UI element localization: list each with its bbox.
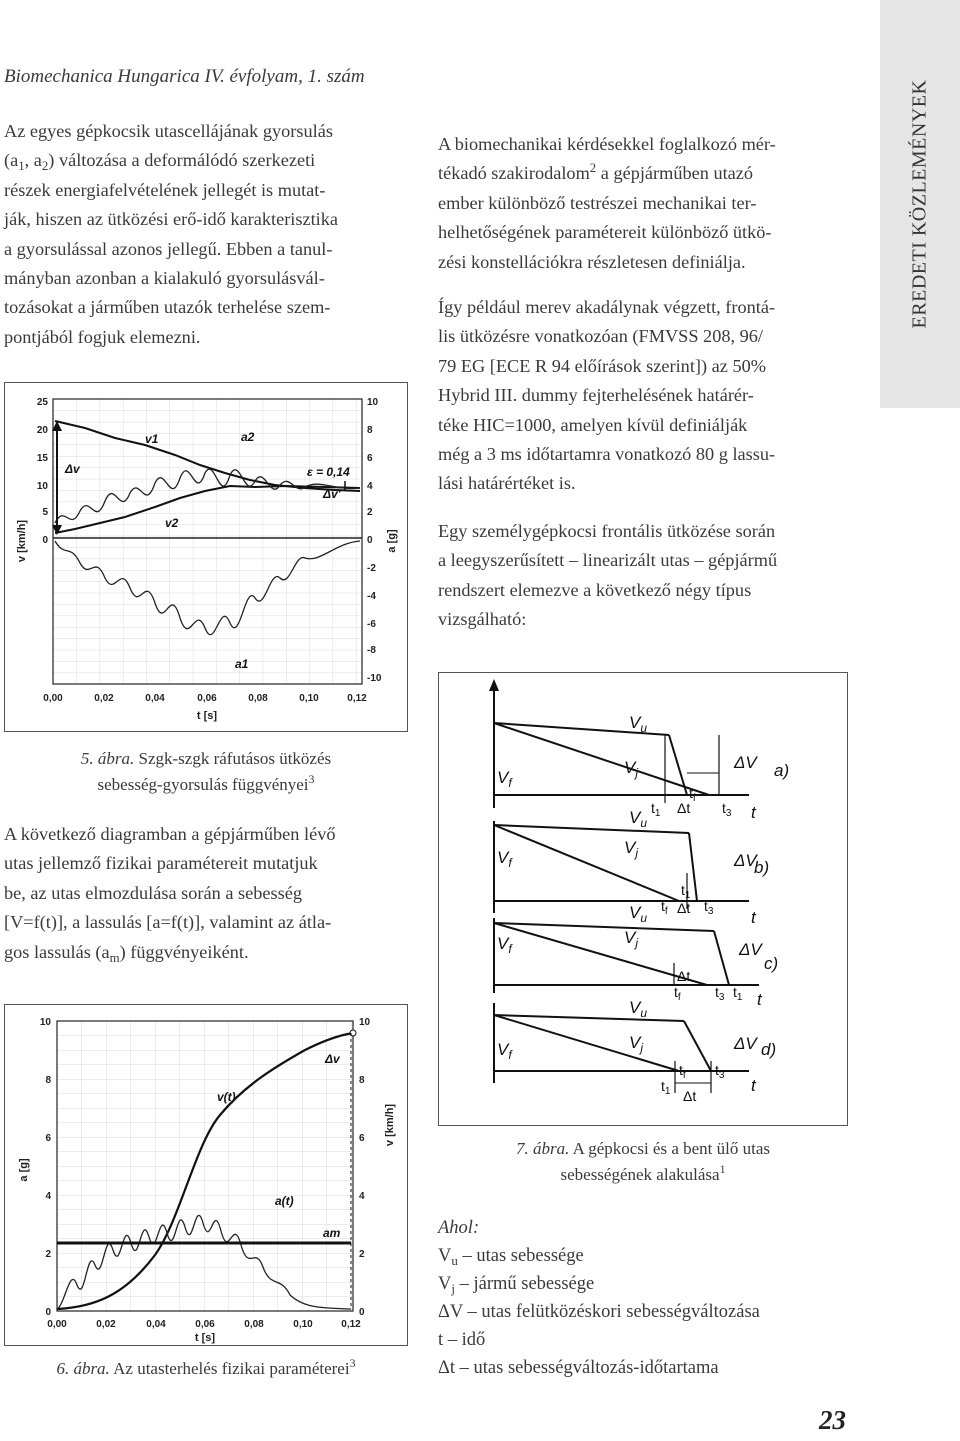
text-line: a gyorsulással azonos jellegű. Ebben a tanul-: [4, 238, 333, 259]
tick-label: 2: [367, 507, 373, 518]
tick-label: 25: [36, 397, 48, 408]
text-line: A biomechanikai kérdésekkel foglalkozó mér-: [438, 134, 776, 154]
x-axis-label: t [s]: [194, 1332, 216, 1344]
text-line: vizsgálható:: [438, 609, 527, 630]
caption-text: sebességének alakulása$^1$: [560, 1162, 726, 1184]
tick-label: 20: [36, 425, 48, 436]
right-axis-label: a [g]: [386, 529, 398, 553]
tf-label: $t_f$: [661, 898, 668, 917]
text-line: gos lassulás $(a_m)$ függvényeiként.: [4, 941, 249, 965]
figure-7-diagram: [439, 673, 847, 1125]
text-line: mányban azonban a kialakuló gyorsulásvál-: [4, 268, 325, 289]
text-line: pontjából fogjuk elemezni.: [4, 326, 201, 347]
right-paragraph-2: [438, 293, 848, 499]
tick-label: 0,10: [293, 1319, 313, 1330]
right-paragraph-1: [438, 130, 848, 277]
a1-label: a1: [235, 657, 249, 671]
delta-v-label: ΔV: [734, 1034, 757, 1053]
vf-label: $V_f$: [497, 848, 512, 870]
tf-label: $t_f$: [689, 785, 696, 804]
tick-label: 5: [42, 507, 48, 518]
tick-label: 10: [36, 481, 48, 492]
t3-label: $t_3$: [722, 800, 732, 819]
tf-label: $t_f$: [679, 1062, 686, 1081]
definition-item: ΔV – utas felütközéskori sebességváltozása: [438, 1302, 760, 1322]
text-line: ják, hiszen az ütközési erő-idő karakterisztika: [4, 209, 338, 230]
text-line: utas jellemző fizikai paramétereit mutatjuk: [4, 853, 318, 874]
tick-label: 6: [367, 453, 373, 464]
tick-label: 0,12: [341, 1319, 361, 1330]
right-paragraph-3: [438, 517, 848, 635]
text-line: 79 EG [ECE R 94 előírások szerint]) az 50%: [438, 355, 766, 376]
vu-label: $V_u$: [629, 808, 648, 830]
text-line: helhetőségének paramétereit különböző ütkö-: [438, 222, 772, 243]
text-line: Az egyes gépkocsik utascellájának gyorsulás: [4, 121, 333, 141]
definitions-list: [438, 1214, 858, 1382]
tf-label: $t_f$: [674, 984, 681, 1003]
caption-number: 7. ábra.: [515, 1139, 570, 1158]
panel-a-label: a): [774, 761, 790, 780]
am-label: am: [323, 1226, 341, 1240]
definition-item: $V_u$ – utas sebessége: [438, 1246, 584, 1268]
tick-label: 0,04: [146, 1319, 166, 1330]
figure-5-caption: [4, 746, 408, 798]
text-line: részek energiafelvételének jellegét is mutat-: [4, 179, 326, 200]
delta-t-label: Δt: [683, 1088, 697, 1104]
text-line: Hybrid III. dummy fejterhelésének határér-: [438, 385, 754, 406]
delta-v-label: Δv: [65, 462, 80, 476]
tick-label: 8: [367, 425, 373, 436]
panel-b: [494, 821, 749, 913]
text-line: lási határértéket is.: [438, 473, 576, 494]
tick-label: 0,04: [145, 693, 165, 704]
tick-label: 4: [359, 1191, 365, 1202]
tick-label: 0,00: [47, 1319, 67, 1330]
tick-label: -2: [367, 563, 376, 574]
tick-label: 4: [45, 1191, 51, 1202]
t-axis-label: t: [757, 990, 762, 1009]
vj-label: $V_j$: [624, 838, 639, 860]
text-line: lis ütközésre vonatkozóan (FMVSS 208, 96/: [438, 326, 763, 347]
x-axis-label: t [s]: [196, 710, 218, 722]
section-side-tab: [880, 0, 960, 408]
tick-label: 0,08: [244, 1319, 264, 1330]
text-line: tékadó szakirodalom$^2$ a gépjárműben utazó: [438, 161, 754, 184]
tick-label: 10: [39, 1017, 51, 1028]
vu-label: $V_u$: [629, 713, 648, 735]
text-line: téke HIC=1000, amelyen kívül definiálják: [438, 414, 748, 435]
tick-label: 2: [359, 1249, 365, 1260]
delta-v-label: ΔV: [734, 753, 757, 772]
figure-6-caption: 6. ábra. Az utasterhelés fizikai paraméterei$^3$: [56, 1356, 356, 1378]
left-ticks: [40, 1017, 52, 1318]
t1-label: $t_1$: [661, 1078, 671, 1097]
t1-label: $t_1$: [651, 800, 661, 819]
definition-item: Δt – utas sebességváltozás-időtartama: [438, 1358, 719, 1378]
t3-label: $t_3$: [704, 898, 714, 917]
vf-label: $V_f$: [497, 768, 512, 790]
vj-label: $V_j$: [629, 1033, 644, 1055]
text-line: rendszert elemezve a következő négy típus: [438, 579, 752, 600]
a-t-label: a(t): [275, 1194, 294, 1208]
page-number: 23: [819, 1405, 846, 1435]
left-axis-label: a [g]: [18, 1158, 30, 1182]
figure-7-frame: [438, 672, 848, 1126]
tick-label: 0: [45, 1307, 51, 1318]
panel-a: [489, 679, 749, 808]
epsilon-label: ε = 0,14: [307, 465, 350, 479]
figure-5-frame: [4, 382, 408, 732]
tick-label: -10: [367, 673, 382, 684]
t1-label: $t_1$: [681, 882, 691, 901]
delta-v-label: ΔV: [739, 940, 762, 959]
delta-v-prime-label: Δv': [323, 487, 341, 501]
caption-text: Szgk-szgk ráfutásos ütközés: [138, 749, 332, 768]
figure-6-frame: [4, 1004, 408, 1346]
a2-label: a2: [241, 430, 255, 444]
t-axis-label: t: [751, 908, 756, 927]
tick-label: 0: [367, 535, 373, 546]
t-axis-label: t: [751, 1076, 756, 1095]
panel-d: [494, 1003, 749, 1093]
vj-label: $V_j$: [624, 928, 639, 950]
left-ticks: [37, 397, 49, 546]
tick-label: 10: [359, 1017, 371, 1028]
t1-label: $t_1$: [733, 984, 743, 1003]
tick-label: -6: [367, 619, 376, 630]
delta-v-label: Δv: [325, 1052, 340, 1066]
tick-label: 0: [42, 535, 48, 546]
vj-label: $V_j$: [624, 758, 639, 780]
figure-6-chart: [5, 1005, 407, 1345]
panel-d-label: d): [761, 1040, 777, 1059]
vu-label: $V_u$: [629, 998, 648, 1020]
definition-item: t – idő: [438, 1330, 486, 1350]
text-line: még a 3 ms időtartamra vonatkozó 80 g lassu-: [438, 444, 776, 465]
text-line: Így például merev akadálynak végzett, frontá-: [438, 297, 776, 317]
journal-header: Biomechanica Hungarica IV. évfolyam, 1. szám: [4, 66, 365, 87]
tick-label: 0,08: [248, 693, 268, 704]
caption-text: sebesség-gyorsulás függvényei$^3$: [97, 772, 315, 794]
tick-label: 2: [45, 1249, 51, 1260]
text-line: [V=f(t)], a lassulás [a=f(t)], valamint az átla-: [4, 912, 332, 933]
text-line: zési konstellációkra részletesen definiálja.: [438, 251, 746, 272]
vf-label: $V_f$: [497, 1040, 512, 1062]
v1-label: v1: [145, 432, 159, 446]
tick-label: 0,10: [299, 693, 319, 704]
caption-number: 6. ábra.: [56, 1359, 110, 1378]
tick-label: 0,06: [195, 1319, 215, 1330]
tick-label: -4: [367, 591, 376, 602]
text-line: tozásokat a járműben utazók terhelése szem-: [4, 297, 331, 318]
tick-label: 4: [367, 481, 373, 492]
left-paragraph-2: [4, 820, 408, 967]
tick-label: 0,02: [96, 1319, 116, 1330]
panel-b-label: b): [754, 858, 770, 877]
tick-label: 0,00: [43, 693, 63, 704]
caption-text: A gépkocsi és a bent ülő utas: [572, 1139, 771, 1158]
plot-area: [57, 1021, 353, 1311]
definition-item: $V_j$ – jármű sebessége: [438, 1274, 595, 1296]
tick-label: 0,06: [197, 693, 217, 704]
panel-c-label: c): [764, 954, 779, 973]
x-ticks: [43, 693, 367, 704]
t3-label: $t_3$: [715, 1062, 725, 1081]
text-line: ember különböző testrészei mechanikai ter-: [438, 192, 757, 213]
right-axis-label: v [km/h]: [384, 1103, 396, 1147]
section-label: EREDETI KÖZLEMÉNYEK: [908, 79, 931, 329]
vu-label: $V_u$: [629, 903, 648, 925]
left-axis-label: v [km/h]: [16, 519, 28, 563]
tick-label: 8: [359, 1075, 365, 1086]
plot-area: [53, 399, 362, 684]
definitions-title: Ahol:: [438, 1218, 480, 1238]
delta-t-label: Δt: [677, 900, 691, 916]
figure-7-caption: [438, 1136, 848, 1188]
tick-label: 0: [359, 1307, 365, 1318]
tick-label: 10: [367, 397, 379, 408]
tick-label: -8: [367, 645, 376, 656]
delta-v-label: ΔV: [734, 851, 757, 870]
v-t-label: v(t): [217, 1090, 236, 1104]
tick-label: 0,02: [94, 693, 114, 704]
text-line: Egy személygépkocsi frontális ütközése során: [438, 521, 776, 541]
caption-number: 5. ábra.: [80, 749, 135, 768]
t-axis-label: t: [751, 803, 756, 822]
vf-label: $V_f$: [497, 934, 512, 956]
tick-label: 0,12: [347, 693, 367, 704]
tick-label: 8: [45, 1075, 51, 1086]
tick-label: 15: [36, 453, 48, 464]
text-line: ($a_1$, $a_2$) változása a deformálódó szerkezeti: [4, 150, 316, 174]
text-line: be, az utas elmozdulása során a sebesség: [4, 882, 302, 903]
x-ticks: [47, 1319, 361, 1330]
t3-label: $t_3$: [715, 984, 725, 1003]
right-ticks: [359, 1017, 371, 1318]
tick-label: 6: [45, 1133, 51, 1144]
text-line: a leegyszerűsített – linearizált utas – gépjármű: [438, 550, 778, 571]
delta-t-label: Δt: [677, 968, 691, 984]
right-ticks: [367, 397, 382, 684]
text-line: A következő diagramban a gépjárműben lévő: [4, 824, 336, 844]
tick-label: 6: [359, 1133, 365, 1144]
intro-paragraph: [4, 117, 408, 352]
v2-label: v2: [165, 516, 179, 530]
delta-t-label: Δt: [677, 800, 691, 816]
figure-5-chart: [5, 383, 407, 731]
